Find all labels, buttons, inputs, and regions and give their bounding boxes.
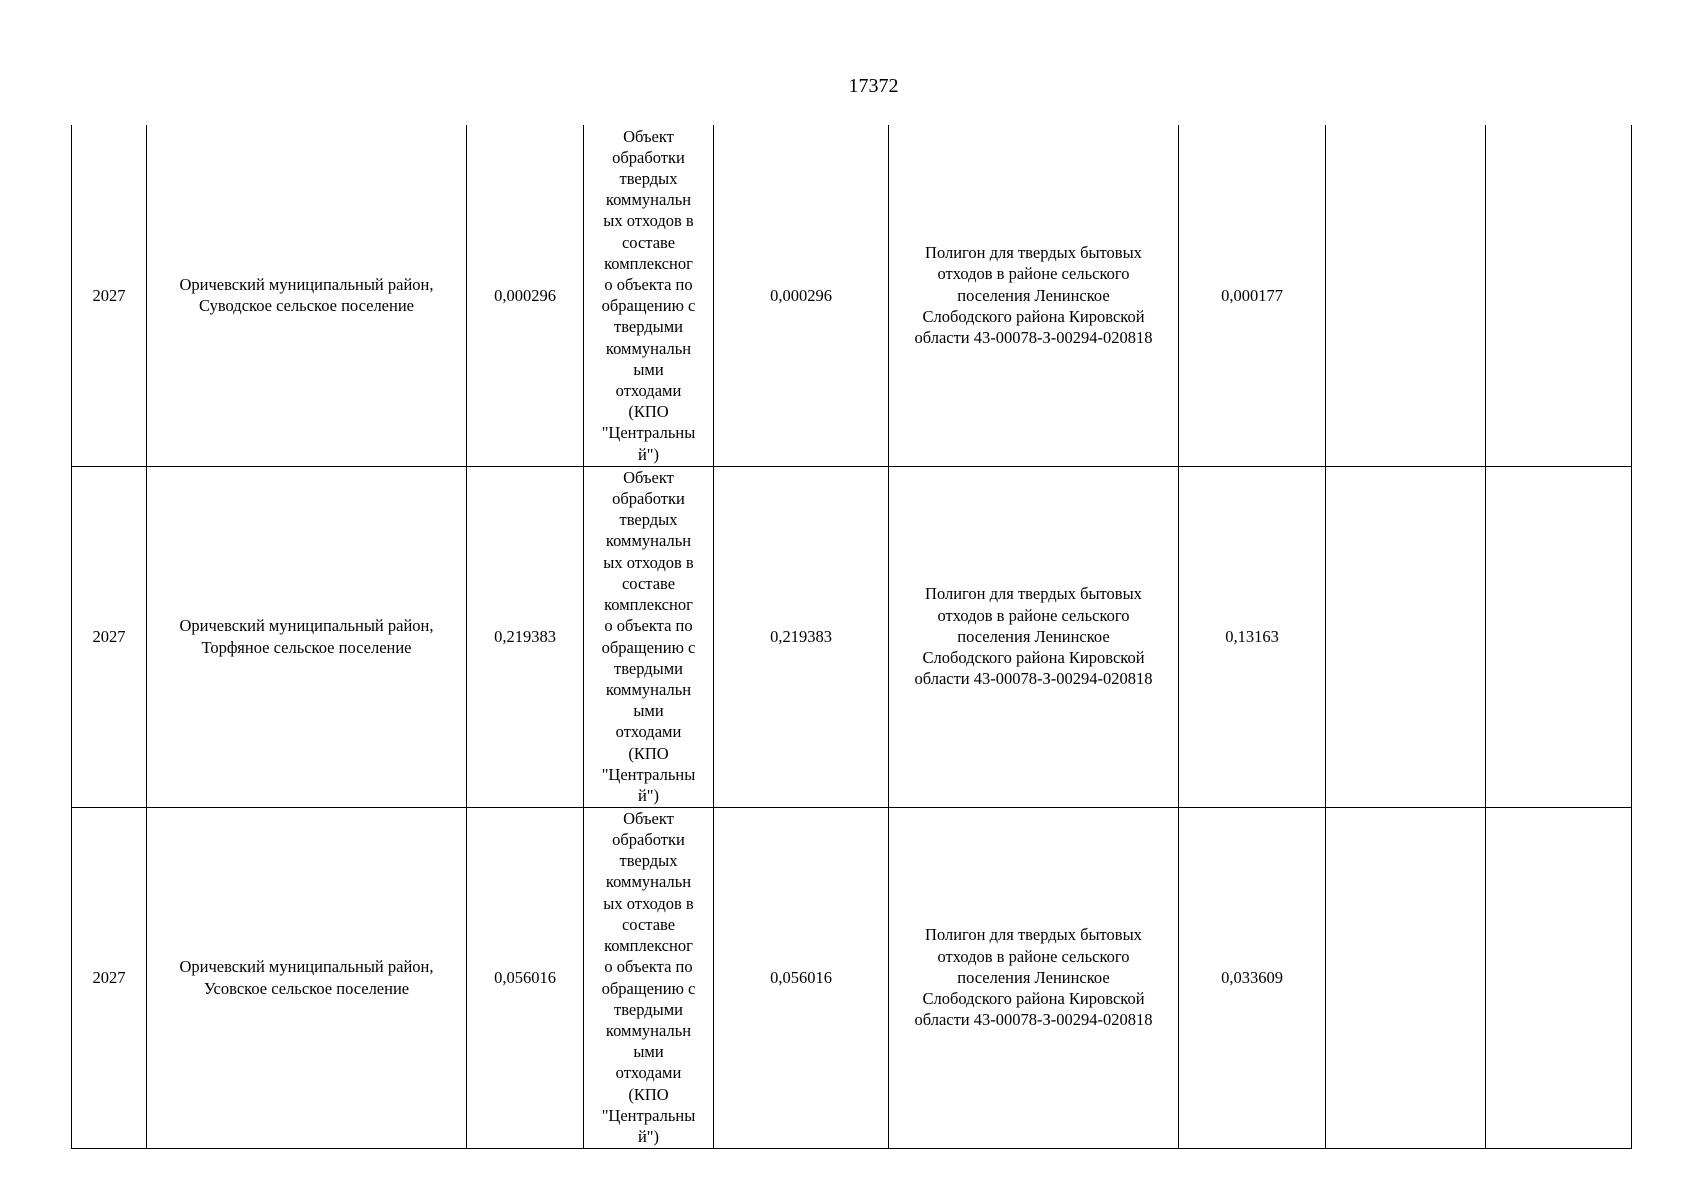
page-number: 17372 (848, 75, 899, 97)
cell-text-line: Торфяное сельское поселение (201, 637, 412, 657)
cell-text-line: области 43-00078-З-00294-020818 (914, 1010, 1153, 1030)
cell-text-line: Полигон для твердых бытовых (925, 925, 1142, 945)
cell-text-line: Оричевский муниципальный район, (179, 616, 434, 636)
table-row (72, 466, 1632, 807)
cell-text-line: поселения Ленинское (957, 626, 1110, 646)
cell-text-line: о объекта по (604, 275, 693, 295)
waste-mass-cell: 0,056016 (467, 807, 584, 1148)
disposal-object-cell (889, 466, 1179, 807)
cell-text-line: твердых (619, 169, 678, 189)
cell-text-line: коммунальн (605, 1020, 692, 1040)
cell-text-line: ых отходов в (603, 211, 694, 231)
cell-text-line: Полигон для твердых бытовых (925, 584, 1142, 604)
year-cell: 2027 (72, 125, 147, 466)
processed-mass-cell: 0,219383 (714, 466, 889, 807)
cell-text-line: поселения Ленинское (957, 967, 1110, 987)
cell-text-line: Оричевский муниципальный район, (179, 957, 434, 977)
cell-text-line: отходов в районе сельского (937, 264, 1130, 284)
cell-text-line: (КПО (628, 402, 669, 422)
cell-text-line: твердыми (613, 999, 683, 1019)
cell-text-line: обработки (612, 147, 685, 167)
cell-text-line: Слободского района Кировской (922, 648, 1145, 668)
cell-text-line: составе (621, 232, 676, 252)
cell-text-line: составе (621, 573, 676, 593)
cell-text-line: й") (637, 785, 660, 805)
cell-text-line: ыми (633, 1042, 664, 1062)
disposal-object-cell (889, 807, 1179, 1148)
cell-text-line: "Центральны (601, 764, 696, 784)
year-cell: 2027 (72, 466, 147, 807)
cell-text-line: Объект (623, 126, 674, 146)
empty-cell (1486, 125, 1632, 466)
empty-cell (1326, 466, 1486, 807)
cell-text-line: Усовское сельское поселение (203, 978, 410, 998)
cell-text-line: отходами (615, 381, 682, 401)
empty-cell (1326, 125, 1486, 466)
disposed-mass-cell: 0,13163 (1179, 466, 1326, 807)
disposed-mass-cell: 0,033609 (1179, 807, 1326, 1148)
table-row (72, 125, 1632, 466)
cell-text-line: поселения Ленинское (957, 285, 1110, 305)
table-body (72, 125, 1632, 1148)
cell-text-line: ыми (633, 359, 664, 379)
cell-text-line: коммунальн (605, 190, 692, 210)
cell-text-line: ых отходов в (603, 552, 694, 572)
table-row (72, 807, 1632, 1148)
cell-text-line: о объекта по (604, 957, 693, 977)
cell-text-line: ых отходов в (603, 893, 694, 913)
year-cell: 2027 (72, 807, 147, 1148)
cell-text-line: Суводское сельское поселение (199, 296, 414, 316)
cell-text-line: коммунальн (605, 679, 692, 699)
cell-text-line: обращению с (601, 637, 696, 657)
cell-text-line: коммунальн (605, 872, 692, 892)
cell-text-line: отходов в районе сельского (937, 946, 1130, 966)
cell-text-line: твердых (619, 510, 678, 530)
cell-text-line: (КПО (628, 1084, 669, 1104)
cell-text-line: твердых (619, 851, 678, 871)
cell-text-line: Слободского района Кировской (922, 989, 1145, 1009)
cell-text-line: обработки (612, 830, 685, 850)
empty-cell (1486, 807, 1632, 1148)
processing-object-cell (584, 125, 714, 466)
cell-text-line: коммунальн (605, 338, 692, 358)
cell-text-line: комплексног (604, 936, 693, 956)
empty-cell (1326, 807, 1486, 1148)
cell-text-line: (КПО (628, 743, 669, 763)
cell-text-line: коммунальн (605, 531, 692, 551)
cell-text-line: составе (621, 914, 676, 934)
cell-text-line: обращению с (601, 978, 696, 998)
processing-object-cell (584, 466, 714, 807)
cell-text-line: области 43-00078-З-00294-020818 (914, 328, 1153, 348)
cell-text-line: й") (637, 444, 660, 464)
cell-text-line: Объект (623, 467, 674, 487)
cell-text-line: Слободского района Кировской (922, 306, 1145, 326)
cell-text-line: "Центральны (601, 423, 696, 443)
territory-cell (147, 807, 467, 1148)
disposal-object-cell (889, 125, 1179, 466)
cell-text-line: обращению с (601, 296, 696, 316)
cell-text-line: Оричевский муниципальный район, (179, 275, 434, 295)
waste-mass-cell: 0,219383 (467, 466, 584, 807)
cell-text-line: отходов в районе сельского (937, 605, 1130, 625)
cell-text-line: й") (637, 1126, 660, 1146)
disposed-mass-cell: 0,000177 (1179, 125, 1326, 466)
cell-text-line: Объект (623, 808, 674, 828)
cell-text-line: о объекта по (604, 616, 693, 636)
cell-text-line: отходами (615, 722, 682, 742)
cell-text-line: обработки (612, 489, 685, 509)
cell-text-line: Полигон для твердых бытовых (925, 243, 1142, 263)
cell-text-line: отходами (615, 1063, 682, 1083)
processed-mass-cell: 0,056016 (714, 807, 889, 1148)
territory-cell (147, 466, 467, 807)
cell-text-line: комплексног (604, 595, 693, 615)
cell-text-line: комплексног (604, 253, 693, 273)
waste-mass-cell: 0,000296 (467, 125, 584, 466)
empty-cell (1486, 466, 1632, 807)
cell-text-line: ыми (633, 701, 664, 721)
cell-text-line: "Центральны (601, 1105, 696, 1125)
waste-flow-table (71, 125, 1632, 1149)
processed-mass-cell: 0,000296 (714, 125, 889, 466)
cell-text-line: твердыми (613, 317, 683, 337)
processing-object-cell (584, 807, 714, 1148)
cell-text-line: области 43-00078-З-00294-020818 (914, 669, 1153, 689)
cell-text-line: твердыми (613, 658, 683, 678)
territory-cell (147, 125, 467, 466)
